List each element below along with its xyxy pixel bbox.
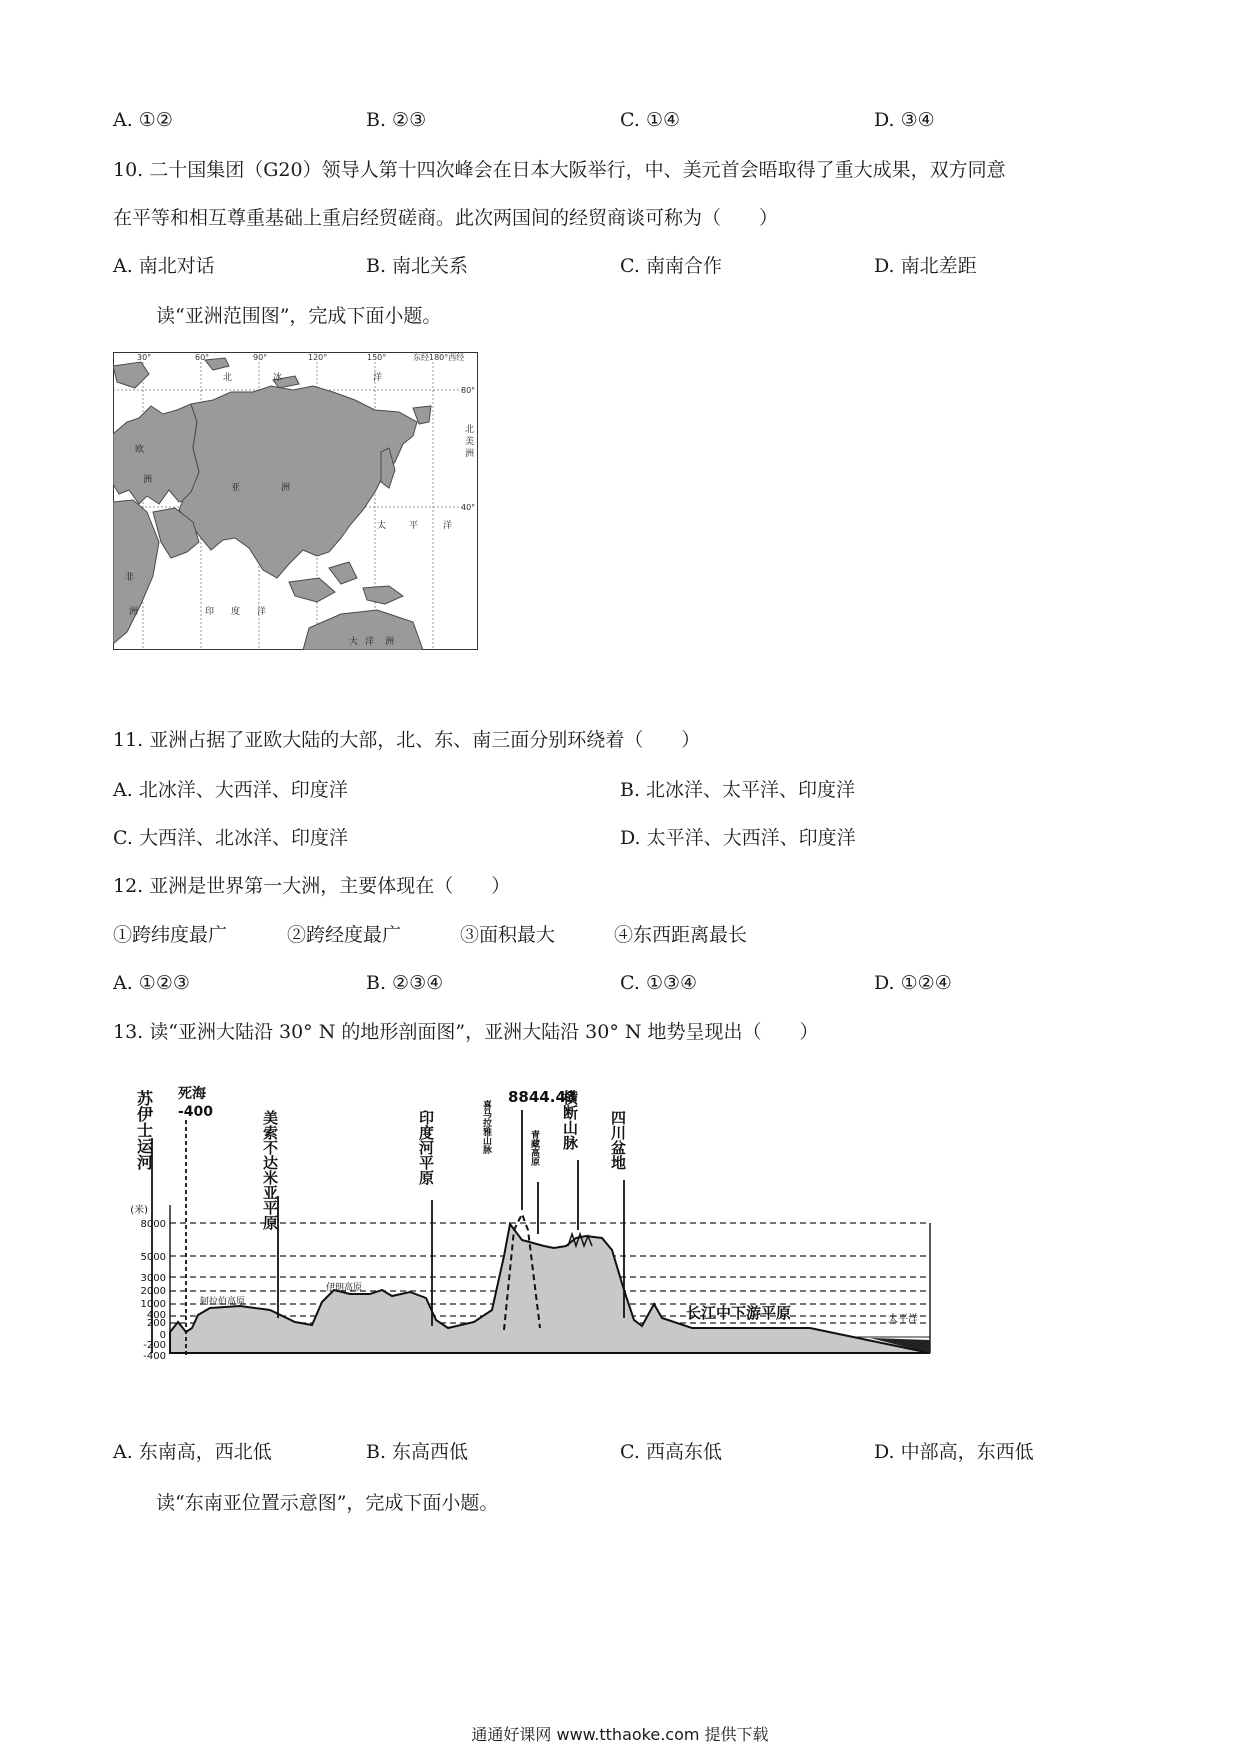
svg-text:洲: 洲 — [465, 449, 475, 459]
svg-text:2000: 2000 — [140, 1286, 166, 1297]
q10-option-b[interactable]: B. 南北关系 — [366, 255, 469, 277]
svg-text:欧: 欧 — [135, 445, 145, 455]
q9-option-c[interactable]: C. ①④ — [620, 109, 681, 131]
q12-statement-2: ②跨经度最广 — [287, 924, 402, 946]
svg-text:洲: 洲 — [281, 483, 291, 493]
label-hengduan: 横断山脉 — [561, 1090, 579, 1150]
svg-text:太: 太 — [377, 521, 387, 531]
svg-text:北: 北 — [223, 373, 233, 383]
q13-option-a[interactable]: A. 东南高，西北低 — [113, 1441, 272, 1463]
svg-text:洲: 洲 — [143, 475, 153, 485]
svg-text:200: 200 — [146, 1318, 166, 1329]
q12-option-d[interactable]: D. ①②④ — [874, 972, 952, 994]
svg-text:大: 大 — [349, 637, 359, 647]
q13-option-d[interactable]: D. 中部高，东西低 — [874, 1441, 1034, 1463]
lon-180: 东经180°西经 — [413, 353, 465, 362]
q13-option-b[interactable]: B. 东高西低 — [366, 1441, 469, 1463]
peak-value-label: 8844.43 — [508, 1088, 577, 1106]
svg-text:亚: 亚 — [231, 483, 241, 493]
q10-option-a[interactable]: A. 南北对话 — [113, 255, 215, 277]
q12-statement-1: ①跨纬度最广 — [113, 924, 228, 946]
lat-80: 80° — [461, 386, 476, 395]
lon-90: 90° — [253, 353, 268, 362]
asia-map-intro: 读“亚洲范围图”，完成下面小题。 — [156, 305, 442, 327]
svg-text:400: 400 — [146, 1310, 166, 1321]
terrain-profile-chart — [130, 1070, 945, 1360]
q12-option-b[interactable]: B. ②③④ — [366, 972, 444, 994]
label-sichuan: 四川盆地 — [609, 1110, 627, 1170]
svg-text:度: 度 — [231, 607, 241, 617]
label-mesopotamia: 美索不达米亚平原 — [261, 1110, 279, 1230]
svg-text:非: 非 — [125, 573, 135, 583]
southeast-asia-intro: 读“东南亚位置示意图”，完成下面小题。 — [156, 1492, 499, 1514]
svg-text:洲: 洲 — [385, 637, 395, 647]
q11-option-b[interactable]: B. 北冰洋、太平洋、印度洋 — [620, 779, 856, 801]
svg-text:(米): (米) — [130, 1205, 148, 1216]
label-dead-sea: 死海 — [178, 1086, 206, 1102]
svg-text:印: 印 — [205, 607, 215, 617]
q10-stem-line2: 在平等和相互尊重基础上重启经贸磋商。此次两国间的经贸商谈可称为（ ） — [113, 207, 779, 229]
q11-stem: 11. 亚洲占据了亚欧大陆的大部，北、东、南三面分别环绕着（ ） — [113, 729, 701, 751]
svg-text:0: 0 — [159, 1330, 166, 1341]
q12-stem: 12. 亚洲是世界第一大洲，主要体现在（ ） — [113, 875, 511, 897]
svg-text:-400: -400 — [143, 1351, 166, 1360]
svg-text:洋: 洋 — [373, 373, 383, 383]
q12-statement-4: ④东西距离最长 — [614, 924, 748, 946]
svg-text:北: 北 — [465, 425, 475, 435]
q13-stem: 13. 读“亚洲大陆沿 30° N 的地形剖面图”，亚洲大陆沿 30° N 地势呈现出（ ） — [113, 1021, 819, 1043]
label-himalaya: 喜马拉雅山脉 — [481, 1100, 491, 1154]
svg-text:平: 平 — [409, 521, 419, 531]
svg-text:8000: 8000 — [140, 1219, 166, 1230]
q12-option-a[interactable]: A. ①②③ — [113, 972, 190, 994]
lon-150: 150° — [367, 353, 387, 362]
lon-60: 60° — [195, 353, 210, 362]
svg-text:洋: 洋 — [257, 607, 267, 617]
q10-option-d[interactable]: D. 南北差距 — [874, 255, 977, 277]
svg-text:美: 美 — [465, 437, 475, 447]
label-yangtze-plain: 长江中下游平原 — [686, 1304, 792, 1322]
q9-option-b[interactable]: B. ②③ — [366, 109, 427, 131]
label-dead-sea-value: -400 — [178, 1104, 214, 1120]
lon-30: 30° — [137, 353, 152, 362]
lat-40: 40° — [461, 503, 476, 512]
q11-option-d[interactable]: D. 太平洋、大西洋、印度洋 — [620, 827, 856, 849]
svg-text:洲: 洲 — [129, 607, 139, 617]
label-arabian-plateau: 阿拉伯高原 — [200, 1297, 246, 1307]
q10-stem-line1: 10. 二十国集团（G20）领导人第十四次峰会在日本大阪举行，中、美元首会晤取得了重大成果，双方同意 — [113, 159, 1006, 181]
q13-option-c[interactable]: C. 西高东低 — [620, 1441, 722, 1463]
svg-text:洋: 洋 — [365, 637, 375, 647]
asia-map — [113, 352, 478, 650]
label-pacific: 太平洋 — [888, 1314, 918, 1325]
svg-text:1000: 1000 — [140, 1299, 166, 1310]
label-indus: 印度河平原 — [417, 1110, 435, 1185]
svg-text:3000: 3000 — [140, 1273, 166, 1284]
label-tibet: 青藏高原 — [529, 1130, 539, 1166]
svg-text:-200: -200 — [143, 1340, 166, 1351]
q12-statement-3: ③面积最大 — [460, 924, 556, 946]
lon-120: 120° — [308, 353, 328, 362]
q10-option-c[interactable]: C. 南南合作 — [620, 255, 722, 277]
label-suez: 苏伊士运河 — [134, 1090, 154, 1170]
page-footer: 通通好课网 www.tthaoke.com 提供下载 — [471, 1725, 769, 1744]
q11-option-c[interactable]: C. 大西洋、北冰洋、印度洋 — [113, 827, 348, 849]
label-iranian-plateau: 伊朗高原 — [326, 1283, 363, 1293]
q9-option-a[interactable]: A. ①② — [113, 109, 173, 131]
svg-text:5000: 5000 — [140, 1252, 166, 1263]
q12-option-c[interactable]: C. ①③④ — [620, 972, 698, 994]
svg-text:洋: 洋 — [443, 521, 453, 531]
q9-option-d[interactable]: D. ③④ — [874, 109, 935, 131]
q11-option-a[interactable]: A. 北冰洋、大西洋、印度洋 — [113, 779, 348, 801]
svg-text:冰: 冰 — [273, 373, 283, 383]
